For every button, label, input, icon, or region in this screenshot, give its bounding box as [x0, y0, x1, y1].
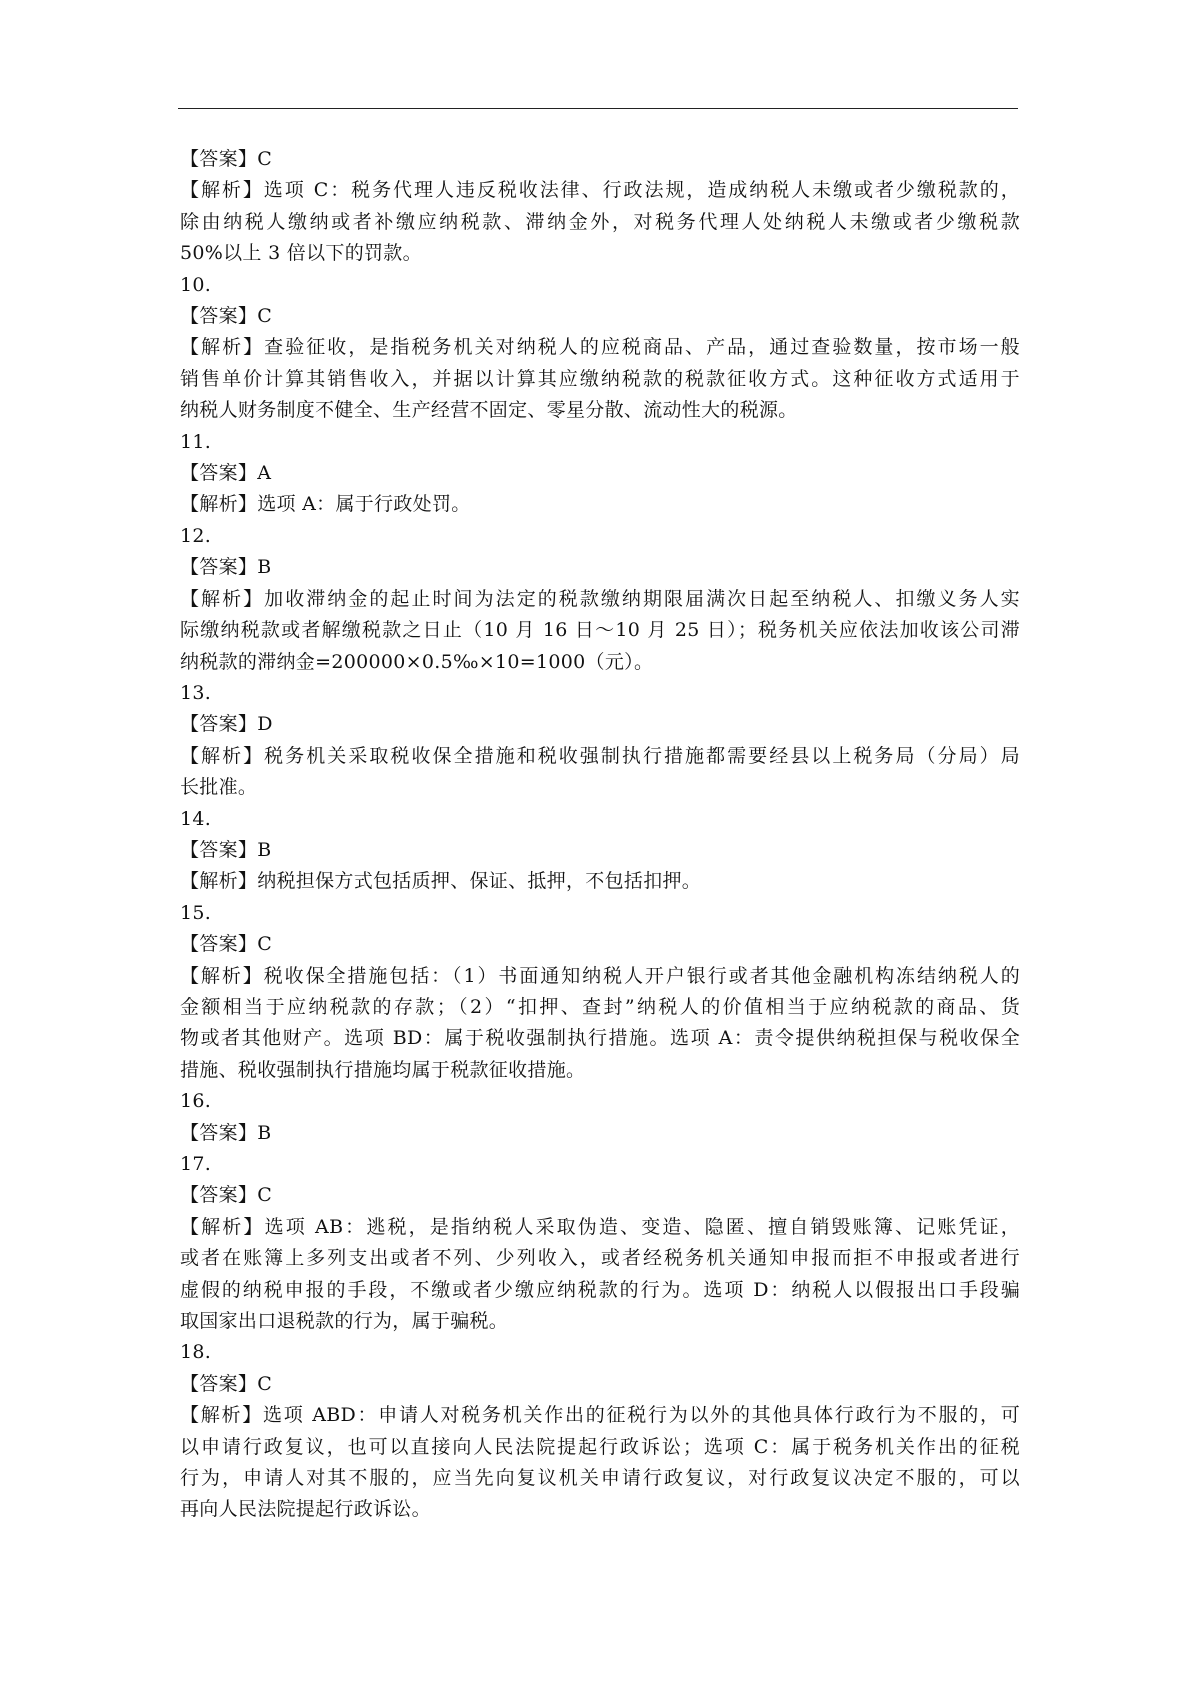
text-line: 虚假的纳税申报的手段，不缴或者少缴应纳税款的行为。选项 D：纳税人以假报出口手段骗 [180, 1278, 1020, 1301]
text-line: 长批准。 [180, 776, 258, 799]
question-number: 15. [180, 901, 212, 924]
text-line: 【解析】税收保全措施包括：（1）书面通知纳税人开户银行或者其他金融机构冻结纳税人的 [180, 964, 1020, 987]
text-line: 【答案】D [180, 713, 273, 736]
text-line: 措施、税收强制执行措施均属于税款征收措施。 [180, 1058, 586, 1081]
text-line: 【答案】A [180, 462, 272, 485]
text-line: 物或者其他财产。选项 BD：属于税收强制执行措施。选项 A：责令提供纳税担保与税收保全 [180, 1027, 1020, 1050]
text-line: 际缴纳税款或者解缴税款之日止（10 月 16 日～10 月 25 日）；税务机关应依法加收该公司滞 [180, 619, 1020, 642]
question-number: 14. [180, 807, 212, 830]
text-line: 【解析】查验征收，是指税务机关对纳税人的应税商品、产品，通过查验数量，按市场一般 [180, 336, 1020, 359]
text-line: 销售单价计算其销售收入，并据以计算其应缴纳税款的税款征收方式。这种征收方式适用于 [180, 367, 1020, 390]
text-line: 【解析】选项 C：税务代理人违反税收法律、行政法规，造成纳税人未缴或者少缴税款的， [180, 179, 1020, 202]
text-line: 以申请行政复议，也可以直接向人民法院提起行政诉讼；选项 C：属于税务机关作出的征税 [180, 1435, 1020, 1458]
text-line: 【答案】C [180, 305, 273, 328]
text-line: 【解析】税务机关采取税收保全措施和税收强制执行措施都需要经县以上税务局（分局）局 [180, 744, 1020, 767]
text-line: 【答案】B [180, 556, 272, 579]
text-line: 50%以上 3 倍以下的罚款。 [180, 242, 422, 265]
answer-explanations [180, 144, 1020, 1526]
header-rule [178, 108, 1018, 109]
text-line: 除由纳税人缴纳或者补缴应纳税款、滞纳金外，对税务代理人处纳税人未缴或者少缴税款 [180, 210, 1020, 233]
question-number: 13. [180, 681, 212, 704]
text-line: 【答案】B [180, 1121, 272, 1144]
text-line: 纳税款的滞纳金=200000×0.5‰×10=1000（元）。 [180, 650, 654, 673]
text-line: 【答案】C [180, 148, 273, 170]
question-number: 10. [180, 273, 212, 296]
question-number: 12. [180, 524, 212, 547]
text-line: 【答案】C [180, 933, 273, 956]
text-line: 纳税人财务制度不健全、生产经营不固定、零星分散、流动性大的税源。 [180, 399, 798, 422]
text-line: 【答案】C [180, 1372, 273, 1395]
text-line: 再向人民法院提起行政诉讼。 [180, 1498, 431, 1521]
text-line: 【解析】纳税担保方式包括质押、保证、抵押，不包括扣押。 [180, 870, 702, 893]
question-number: 16. [180, 1090, 212, 1113]
text-line: 【解析】选项 A：属于行政处罚。 [180, 493, 471, 516]
text-line: 取国家出口退税款的行为，属于骗税。 [180, 1310, 509, 1333]
text-line: 【答案】C [180, 1184, 273, 1207]
question-number: 18. [180, 1341, 212, 1364]
question-number: 11. [180, 430, 212, 453]
text-line: 【答案】B [180, 838, 272, 861]
text-line: 金额相当于应纳税款的存款；（2）“扣押、查封”纳税人的价值相当于应纳税款的商品、货 [180, 995, 1020, 1018]
text-line: 【解析】加收滞纳金的起止时间为法定的税款缴纳期限届满次日起至纳税人、扣缴义务人实 [180, 587, 1020, 610]
question-number: 17. [180, 1153, 212, 1175]
text-line: 【解析】选项 ABD：申请人对税务机关作出的征税行为以外的其他具体行政行为不服的，可 [180, 1404, 1020, 1427]
text-line: 【解析】选项 AB：逃税，是指纳税人采取伪造、变造、隐匿、擅自销毁账簿、记账凭证， [180, 1215, 1020, 1238]
text-line: 行为，申请人对其不服的，应当先向复议机关申请行政复议，对行政复议决定不服的，可以 [180, 1467, 1020, 1490]
text-line: 或者在账簿上多列支出或者不列、少列收入，或者经税务机关通知申报而拒不申报或者进行 [180, 1247, 1020, 1270]
